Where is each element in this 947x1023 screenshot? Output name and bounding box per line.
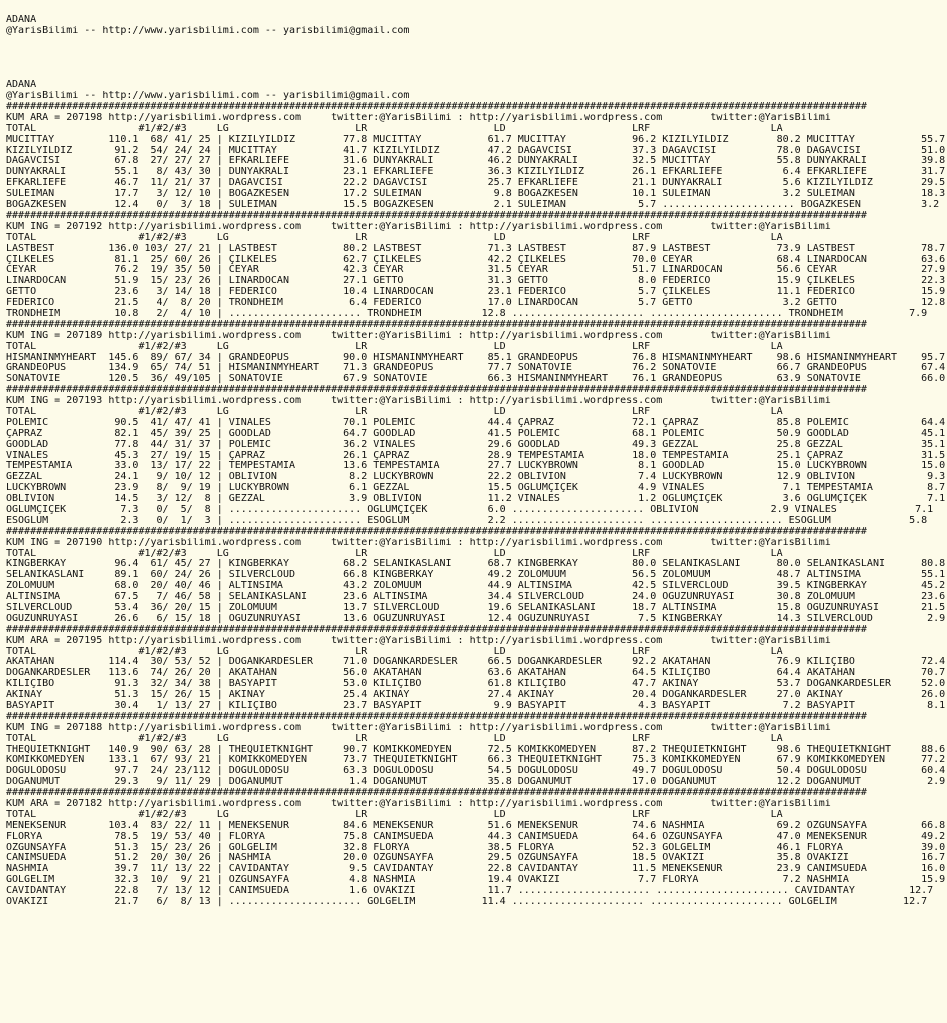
column-header-line: TOTAL #1/#2/#3 LG LR LD LRF LA — [6, 341, 783, 352]
report-line: ÇILKELES 81.1 25/ 60/ 26 | ÇILKELES 62.7 ÇILKELES 42.2 ÇILKELES 70.0 CEYAR 68.4 LINARDOCAN 63.6 — [6, 254, 946, 265]
report-line: LASTBEST 136.0 103/ 27/ 21 | LASTBEST 80.2 LASTBEST 71.3 LASTBEST 87.9 LASTBEST 73.9 LASTBEST 78.7 — [6, 243, 946, 254]
report-line: ADANA — [6, 80, 37, 91]
report-line: GETTO 23.6 3/ 14/ 18 | FEDERICO 10.4 LINARDOCAN 23.1 FEDERICO 5.7 ÇILKELES 11.1 FEDERICO 15.9 — [6, 287, 946, 298]
separator-line: ############################################################################################################################################### — [6, 385, 867, 396]
column-header-line: TOTAL #1/#2/#3 LG LR LD LRF LA — [6, 123, 783, 134]
race-header-line: KUM ING = 207193 http://yarisbilimi.wordpress.com twitter:@YarisBilimi : http://yarisbilimi.wordpress.com twitter:@YarisBilimi — [6, 396, 831, 407]
race-header-line: KUM ARA = 207182 http://yarisbilimi.wordpress.com twitter:@YarisBilimi : http://yarisbilimi.wordpress.com twitter:@YarisBilimi — [6, 799, 831, 810]
report-line: SONATOVIE 120.5 36/ 49/105 | SONATOVIE 67.9 SONATOVIE 66.3 HISMANINMYHEART 76.1 GRANDEOPUS 63.9 SONATOVIE 66.0 — [6, 374, 946, 385]
separator-line: ############################################################################################################################################### — [6, 624, 867, 635]
report-line: GOODLAD 77.8 44/ 31/ 37 | POLEMIC 36.2 VINALES 29.6 GOODLAD 49.3 GEZZAL 25.8 GEZZAL 35.1 — [6, 439, 946, 450]
report-line: OGUZUNRÜYASI 26.6 6/ 15/ 18 | OGUZUNRÜYASI 13.6 OGUZUNRÜYASI 12.4 OGUZUNRÜYASI 7.5 KINGBERKAY 14.3 SILVERCLOUD 2.9 — [6, 613, 946, 624]
race-header-line: KUM ING = 207190 http://yarisbilimi.wordpress.com twitter:@YarisBilimi : http://yarisbilimi.wordpress.com twitter:@YarisBilimi — [6, 537, 831, 548]
report-title: ADANA — [6, 14, 37, 25]
race-header-line: KUM ARA = 207198 http://yarisbilimi.wordpress.com twitter:@YarisBilimi : http://yarisbilimi.wordpress.com twitter:@YarisBilimi — [6, 112, 831, 123]
report-line: TRONDHEIM 10.8 2/ 4/ 10 | ...................... TRONDHEIM 12.8 ...................... ...................... TRONDHEIM 7.9 — [6, 308, 928, 319]
report-line: GÖLGELIM 32.3 10/ 9/ 21 | ÖZGÜNSAYFA 4.8 NASHMIA 19.4 OVAKIZI 7.7 FLORYA 7.2 NASHMIA 15.9 — [6, 875, 946, 886]
column-header-line: TOTAL #1/#2/#3 LG LR LD LRF LA — [6, 548, 783, 559]
report-line: SELANIKASLANI 89.1 60/ 24/ 26 | SILVERCLOUD 66.8 KINGBERKAY 49.2 ZOLOMUUM 56.5 ZOLOMUUM 48.7 ALTINSIMA 55.1 — [6, 570, 946, 581]
report-line: DOGANKARDESLER 113.6 74/ 26/ 20 | AKATAHAN 56.0 AKATAHAN 63.6 AKATAHAN 64.5 KILIÇIBO 64.4 AKATAHAN 70.7 — [6, 668, 946, 679]
report-line: DÜNYAKRALI 55.1 8/ 43/ 30 | DÜNYAKRALI 23.1 EFKARLIEFE 36.3 KIZILYILDIZ 26.1 EFKARLIEFE 6.4 EFKARLIEFE 31.7 — [6, 167, 946, 178]
report-line: LINARDOCAN 51.9 15/ 23/ 26 | LINARDOCAN 27.1 GETTO 31.3 GETTO 8.0 FEDERICO 15.9 ÇILKELES 22.3 — [6, 276, 946, 287]
report-line: FEDERICO 21.5 4/ 8/ 20 | TRONDHEIM 6.4 FEDERICO 17.0 LINARDOCAN 5.7 GETTO 3.2 GETTO 12.8 — [6, 298, 946, 309]
report-line: AKATAHAN 114.4 30/ 53/ 52 | DOGANKARDESLER 71.0 DOGANKARDESLER 66.5 DOGANKARDESLER 92.2 AKATAHAN 76.9 KILIÇIBO 72.4 — [6, 657, 946, 668]
column-header-line: TOTAL #1/#2/#3 LG LR LD LRF LA — [6, 733, 783, 744]
report-line: DAGAVCISI 67.8 27/ 27/ 27 | EFKARLIEFE 31.6 DÜNYAKRALI 46.2 DÜNYAKRALI 32.5 MUCITTAY 55.8 DÜNYAKRALI 39.8 — [6, 156, 946, 167]
report-line: FLORYA 78.5 19/ 53/ 40 | FLORYA 75.8 CANIMSUEDA 44.3 CANIMSUEDA 64.6 ÖZGÜNSAYFA 47.0 MENEKSENUR 49.2 — [6, 831, 946, 842]
spacer — [6, 69, 947, 80]
report-line: OVAKIZI 21.7 6/ 8/ 13 | ...................... GÖLGELIM 11.4 ...................... ...................... GÖLGELIM 12.7 — [6, 897, 928, 908]
report-line: KINGBERKAY 96.4 61/ 45/ 27 | KINGBERKAY 68.2 SELANIKASLANI 68.7 KINGBERKAY 80.0 SELANIKASLANI 80.0 SELANIKASLANI 80.8 — [6, 559, 946, 570]
report-line: BASYAPIT 30.4 1/ 13/ 27 | KILIÇIBO 23.7 BASYAPIT 9.9 BASYAPIT 4.3 BASYAPIT 7.2 BASYAPIT 8.1 — [6, 701, 946, 712]
report-line: KOMIKKOMEDYEN 133.1 67/ 93/ 21 | KOMIKKOMEDYEN 73.7 THEQUIETKNIGHT 66.3 THEQUIETKNIGHT 75.3 KOMIKKOMEDYEN 67.9 KOMIKKOMEDYEN 77.2 — [6, 755, 946, 766]
report-line: POLEMIC 90.5 41/ 47/ 41 | VINALES 70.1 POLEMIC 44.4 ÇAPRAZ 72.1 ÇAPRAZ 85.8 POLEMIC 64.4 — [6, 417, 946, 428]
column-header-line: TOTAL #1/#2/#3 LG LR LD LRF LA — [6, 809, 783, 820]
report-line: MENEKSENUR 103.4 83/ 22/ 11 | MENEKSENUR 84.6 MENEKSENUR 51.6 MENEKSENUR 74.6 NASHMIA 69.2 ÖZGÜNSAYFA 66.8 — [6, 820, 946, 831]
race-header-line: KUM ING = 207189 http://yarisbilimi.wordpress.com twitter:@YarisBilimi : http://yarisbilimi.wordpress.com twitter:@YarisBilimi — [6, 330, 831, 341]
report-body — [6, 80, 947, 908]
report-line: GEZZAL 24.1 9/ 10/ 12 | OBLIVION 8.2 LUCKYBROWN 22.2 OBLIVION 7.4 LUCKYBROWN 12.9 OBLIVION 9.3 — [6, 472, 946, 483]
report-line: CEYAR 76.2 19/ 35/ 50 | CEYAR 42.3 CEYAR 31.5 CEYAR 51.7 LINARDOCAN 56.6 CEYAR 27.9 — [6, 265, 946, 276]
report-line: ÖZGÜNSAYFA 51.3 15/ 23/ 26 | GÖLGELIM 32.8 FLORYA 38.5 FLORYA 52.3 GÖLGELIM 46.1 FLORYA 39.0 — [6, 842, 946, 853]
spacer — [6, 58, 947, 69]
report-line: NASHMIA 39.7 11/ 13/ 22 | CAVIDANTAY 9.5 CAVIDANTAY 22.8 CAVIDANTAY 11.5 MENEKSENUR 23.9 CANIMSUEDA 16.0 — [6, 864, 946, 875]
report-line: ALTINSIMA 67.5 7/ 46/ 58 | SELANIKASLANI 23.6 ALTINSIMA 34.4 SILVERCLOUD 24.0 OGUZUNRÜYASI 30.8 ZOLOMUUM 23.6 — [6, 592, 946, 603]
report-line: CAVIDANTAY 22.8 7/ 13/ 12 | CANIMSUEDA 1.6 OVAKIZI 11.7 ...................... ...................... CAVIDANTAY 12.7 — [6, 886, 934, 897]
report-line: @YarisBilimi -- http://www.yarisbilimi.com -- yarisbilimi@gmail.com — [6, 91, 410, 102]
spacer — [6, 37, 947, 48]
report-line: ESOGLUM 2.3 0/ 1/ 3 | ...................... ESOGLUM 2.2 ...................... ...................... ESOGLUM 5.8 — [6, 515, 928, 526]
separator-line: ############################################################################################################################################### — [6, 319, 867, 330]
report-line: ZOLOMUUM 68.0 20/ 40/ 46 | ALTINSIMA 43.2 ZOLOMUUM 44.9 ALTINSIMA 42.5 SILVERCLOUD 39.5 KINGBERKAY 45.2 — [6, 581, 946, 592]
separator-line: ############################################################################################################################################### — [6, 526, 867, 537]
report-line: TEMPESTAMIA 33.0 13/ 17/ 22 | TEMPESTAMIA 13.6 TEMPESTAMIA 27.7 LUCKYBROWN 8.1 GOODLAD 15.0 LUCKYBROWN 15.0 — [6, 461, 946, 472]
report-line: GRANDEOPUS 134.9 65/ 74/ 51 | HISMANINMYHEART 71.3 GRANDEOPUS 77.7 SONATOVIE 76.2 SONATOVIE 66.7 GRANDEOPUS 67.4 — [6, 363, 946, 374]
separator-line: ############################################################################################################################################### — [6, 102, 867, 113]
report-line: DOGANUMUT 29.3 9/ 11/ 29 | DOGANUMUT 1.4 DOGANUMUT 35.8 DOGANUMUT 17.0 DOGANUMUT 12.2 DOGANUMUT 2.9 — [6, 777, 946, 788]
race-header-line: KUM ARA = 207195 http://yarisbilimi.wordpress.com twitter:@YarisBilimi : http://yarisbilimi.wordpress.com twitter:@YarisBilimi — [6, 635, 831, 646]
report-line: KILIÇIBO 91.3 32/ 34/ 38 | BASYAPIT 53.0 KILIÇIBO 61.8 KILIÇIBO 47.7 AKINAY 53.7 DOGANKARDESLER 52.0 — [6, 679, 946, 690]
report-line: CANIMSUEDA 51.2 20/ 30/ 26 | NASHMIA 20.0 ÖZGÜNSAYFA 29.5 ÖZGÜNSAYFA 18.5 OVAKIZI 35.8 OVAKIZI 16.7 — [6, 853, 946, 864]
column-header-line: TOTAL #1/#2/#3 LG LR LD LRF LA — [6, 646, 783, 657]
report-line: VINALES 45.3 27/ 19/ 15 | ÇAPRAZ 26.1 ÇAPRAZ 28.9 TEMPESTAMIA 18.0 TEMPESTAMIA 25.1 ÇAPRAZ 31.5 — [6, 450, 946, 461]
report-line: HISMANINMYHEART 145.6 89/ 67/ 34 | GRANDEOPUS 90.0 HISMANINMYHEART 85.1 GRANDEOPUS 76.8 HISMANINMYHEART 98.6 HISMANINMYHEART 95.7 — [6, 352, 946, 363]
report-line: OGLUMÇIÇEK 7.3 0/ 5/ 8 | ...................... OGLUMÇIÇEK 6.0 ...................... OBLIVION 2.9 VINALES 7.1 — [6, 504, 934, 515]
separator-line: ############################################################################################################################################### — [6, 210, 867, 221]
race-header-line: KUM ING = 207188 http://yarisbilimi.wordpress.com twitter:@YarisBilimi : http://yarisbilimi.wordpress.com twitter:@YarisBilimi — [6, 722, 831, 733]
report-line: SILVERCLOUD 53.4 36/ 20/ 15 | ZOLOMUUM 13.7 SILVERCLOUD 19.6 SELANIKASLANI 18.7 ALTINSIMA 15.8 OGUZUNRÜYASI 21.5 — [6, 603, 946, 613]
report-line: THEQUIETKNIGHT 140.9 90/ 63/ 28 | THEQUIETKNIGHT 90.7 KOMIKKOMEDYEN 72.5 KOMIKKOMEDYEN 87.2 THEQUIETKNIGHT 98.6 THEQUIETKNIGHT 88.6 — [6, 744, 946, 755]
column-header-line: TOTAL #1/#2/#3 LG LR LD LRF LA — [6, 232, 783, 243]
spacer — [6, 48, 947, 59]
contact-line: @YarisBilimi -- http://www.yarisbilimi.com -- yarisbilimi@gmail.com — [6, 25, 410, 36]
report-line: MUCITTAY 110.1 68/ 41/ 25 | KIZILYILDIZ 77.8 MUCITTAY 61.7 MUCITTAY 96.2 KIZILYILDIZ 80.2 MUCITTAY 55.7 — [6, 134, 946, 145]
column-header-line: TOTAL #1/#2/#3 LG LR LD LRF LA — [6, 406, 783, 417]
report-line: BOGAZKESEN 12.4 0/ 3/ 18 | SULEIMAN 15.5 BOGAZKESEN 2.1 SULEIMAN 5.7 ...................... BOGAZKESEN 3.2 — [6, 200, 940, 211]
report-line: EFKARLIEFE 46.7 11/ 21/ 37 | DAGAVCISI 22.2 DAGAVCISI 25.7 EFKARLIEFE 21.1 DÜNYAKRALI 5.6 KIZILYILDIZ 29.5 — [6, 178, 946, 189]
separator-line: ############################################################################################################################################### — [6, 788, 867, 799]
report-line: DOGULODOSU 97.7 24/ 23/112 | DOGULODOSU 63.3 DOGULODOSU 54.5 DOGULODOSU 49.7 DOGULODOSU 50.4 DOGULODOSU 60.4 — [6, 766, 946, 777]
report-line: KIZILYILDIZ 91.2 54/ 24/ 24 | MUCITTAY 41.7 KIZILYILDIZ 47.2 DAGAVCISI 37.3 DAGAVCISI 78.0 DAGAVCISI 51.0 — [6, 145, 946, 156]
report-line: ÇAPRAZ 82.1 45/ 39/ 25 | GOODLAD 64.7 GOODLAD 41.5 POLEMIC 68.1 POLEMIC 50.9 GOODLAD 45.1 — [6, 428, 946, 439]
report-line: OBLIVION 14.5 3/ 12/ 8 | GEZZAL 3.9 OBLIVION 11.2 VINALES 1.2 OGLUMÇIÇEK 3.6 OGLUMÇIÇEK 7.1 — [6, 494, 946, 505]
report-line: AKINAY 51.3 15/ 26/ 15 | AKINAY 25.4 AKINAY 27.4 AKINAY 20.4 DOGANKARDESLER 27.0 AKINAY 26.0 — [6, 690, 946, 701]
race-header-line: KUM ING = 207192 http://yarisbilimi.wordpress.com twitter:@YarisBilimi : http://yarisbilimi.wordpress.com twitter:@YarisBilimi — [6, 221, 831, 232]
report-line: SULEIMAN 17.7 3/ 12/ 10 | BOGAZKESEN 17.2 SULEIMAN 9.8 BOGAZKESEN 10.1 SULEIMAN 3.2 SULEIMAN 18.3 — [6, 189, 946, 200]
report-line: LUCKYBROWN 23.9 8/ 9/ 19 | LUCKYBROWN 6.1 GEZZAL 15.5 OGLUMÇIÇEK 4.9 VINALES 7.1 TEMPESTAMIA 8.7 — [6, 483, 946, 494]
separator-line: ############################################################################################################################################### — [6, 711, 867, 722]
